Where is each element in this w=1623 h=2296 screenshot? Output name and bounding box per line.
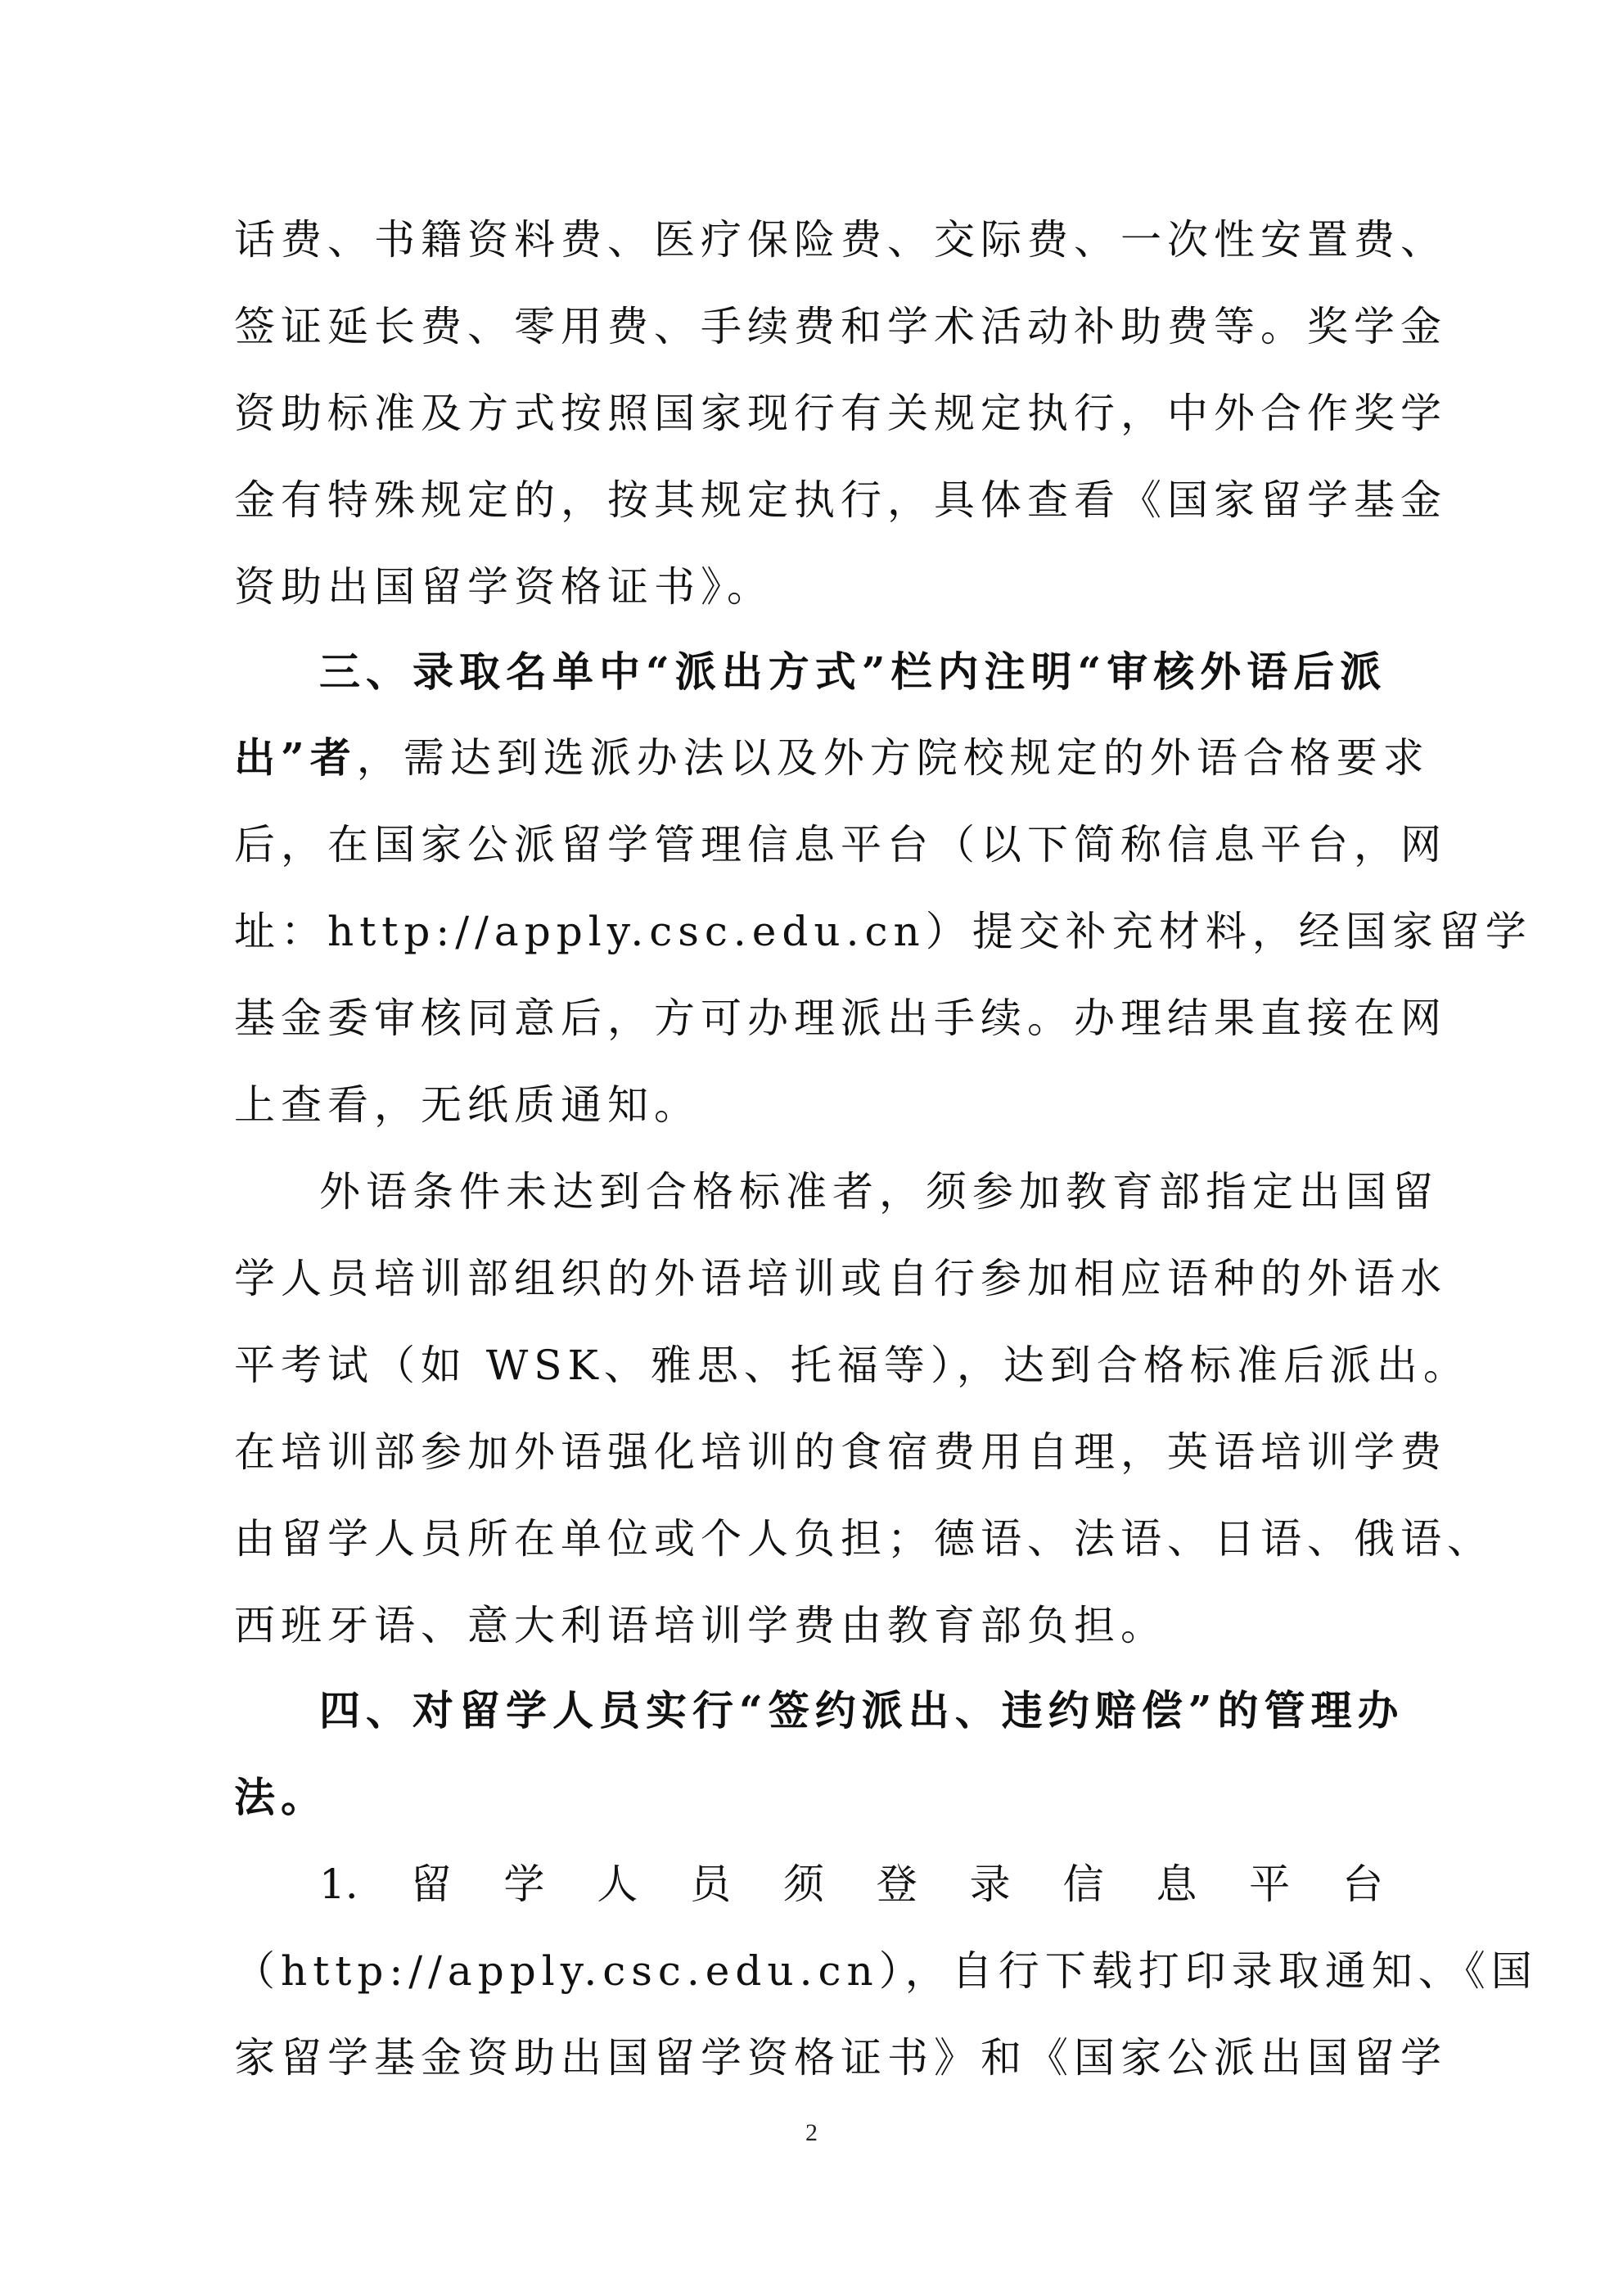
paragraph-line: 学人员培训部组织的外语培训或自行参加相应语种的外语水 [234,1255,1447,1302]
paragraph-line: 金有特殊规定的，按其规定执行，具体查看《国家留学基金 [234,476,1447,524]
paragraph-line: 西班牙语、意大利语培训学费由教育部负担。 [234,1602,1167,1649]
spread-char: 台 [1342,1861,1383,1908]
spread-char: 信 [1062,1861,1104,1908]
spread-char: 须 [782,1861,824,1908]
section-heading-three: 三、录取名单中“派出方式”栏内注明“审核外语后派 [319,647,1387,696]
paragraph-line: 后，在国家公派留学管理信息平台（以下简称信息平台，网 [234,821,1447,868]
spread-char: 学 [503,1861,545,1908]
paragraph-line [234,733,1430,783]
paragraph-line: 资助标准及方式按照国家现行有关规定执行，中外合作奖学 [234,390,1447,437]
spread-char: 人 [597,1861,638,1908]
section-heading-continuation: 法。 [234,1773,327,1821]
page-number: 2 [805,2119,818,2146]
spread-char: 录 [969,1861,1011,1908]
spread-char: 息 [1156,1861,1197,1908]
paragraph-line: 资助出国留学资格证书》。 [234,563,773,611]
paragraph-line-spread [319,1860,1383,1909]
paragraph-line: 签证延长费、零用费、手续费和学术活动补助费等。奖学金 [234,303,1447,350]
paragraph-line: 由留学人员所在单位或个人负担；德语、法语、日语、俄语、 [234,1515,1494,1563]
section-heading-four: 四、对留学人员实行“签约派出、违约赔偿”的管理办 [319,1686,1404,1734]
spread-char: 登 [876,1861,917,1908]
paragraph-line: 上查看，无纸质通知。 [234,1081,701,1129]
paragraph-line: 话费、书籍资料费、医疗保险费、交际费、一次性安置费、 [234,216,1447,264]
paragraph-line: （http://apply.csc.edu.cn），自行下载打印录取通知、《国 [234,1947,1538,1995]
paragraph-line: 外语条件未达到合格标准者，须参加教育部指定出国留 [319,1168,1439,1216]
paragraph-line: 址：http://apply.csc.edu.cn）提交补充材料，经国家留学 [234,908,1532,955]
paragraph-line: 在培训部参加外语强化培训的食宿费用自理，英语培训学费 [234,1428,1447,1476]
paragraph-line: 家留学基金资助出国留学资格证书》和《国家公派出国留学 [234,2034,1447,2082]
section-heading-continuation: 出”者 [234,733,357,782]
paragraph-line: 平考试（如 WSK、雅思、托福等），达到合格标准后派出。 [234,1342,1470,1389]
spread-char: 留 [410,1861,452,1908]
spread-char: 员 [690,1861,732,1908]
paragraph-text: ，需达到选派办法以及外方院校规定的外语合格要求 [356,734,1430,782]
spread-char: 平 [1249,1861,1291,1908]
paragraph-line: 基金委审核同意后，方可办理派出手续。办理结果直接在网 [234,995,1447,1042]
spread-char: 1. [319,1861,358,1908]
